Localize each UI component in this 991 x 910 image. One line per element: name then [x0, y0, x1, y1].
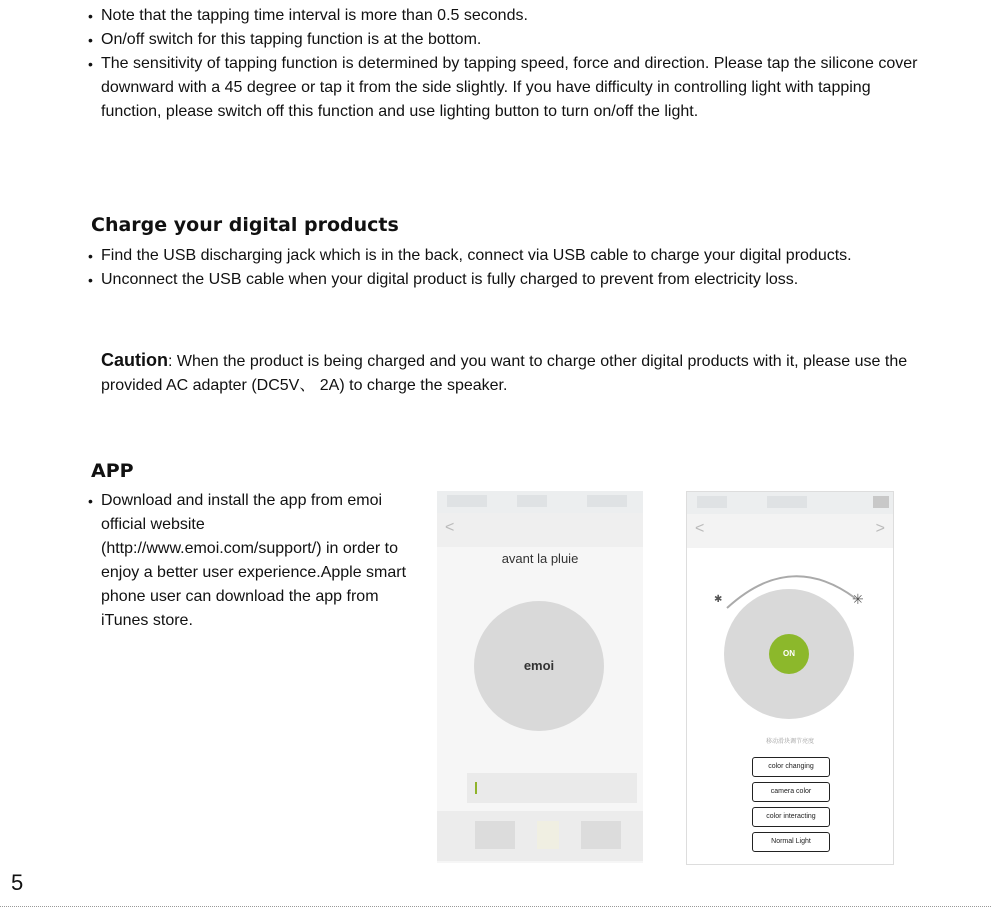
brightness-low-icon: ✱	[714, 594, 723, 605]
list-item: • The sensitivity of tapping function is determined by tapping speed, force and direction. Please tap the silicone cover downward with a 45 degree or tap it from the side slightly. If you have difficulty in controlling light with tapping function, please switch off this function and use lighting button to turn on/off the light.	[88, 52, 918, 124]
list-item: • On/off switch for this tapping function is at the bottom.	[88, 28, 918, 52]
emoi-logo: emoi	[523, 658, 555, 673]
status-bar	[687, 492, 893, 514]
on-button[interactable]: ON	[769, 634, 809, 674]
list-item: • Unconnect the USB cable when your digital product is fully charged to prevent from electricity loss.	[88, 268, 918, 292]
charge-section-title: Charge your digital products	[91, 214, 399, 236]
app-section-title: APP	[91, 460, 134, 482]
camera-color-button[interactable]: camera color	[752, 782, 830, 802]
tab-placeholder	[537, 821, 559, 849]
charge-list	[88, 244, 918, 292]
tapping-notes-list	[88, 4, 918, 124]
normal-light-button[interactable]: Normal Light	[752, 832, 830, 852]
page-number: 5	[11, 870, 24, 895]
emoi-lamp-circle	[474, 601, 604, 731]
forward-icon[interactable]: >	[875, 520, 885, 537]
status-bar	[437, 491, 643, 513]
caution-note	[101, 348, 931, 398]
footer-divider	[0, 906, 991, 907]
back-icon[interactable]: <	[695, 520, 705, 537]
list-item: • Download and install the app from emoi official website (http://www.emoi.com/support/) in order to enjoy a better user experience.Apple smart phone user can download the app from iTunes store.	[88, 489, 408, 633]
color-changing-button[interactable]: color changing	[752, 757, 830, 777]
progress-bar	[467, 773, 637, 803]
app-screenshot-player	[437, 491, 643, 863]
back-icon: <	[445, 519, 455, 536]
song-title: avant la pluie	[501, 551, 579, 566]
caution-label: Caution	[101, 350, 168, 370]
tab-bar	[437, 811, 643, 861]
app-list	[88, 489, 408, 633]
app-screenshot-light-control	[686, 491, 894, 865]
nav-bar	[437, 513, 643, 547]
tab-placeholder	[475, 821, 515, 849]
color-interacting-button[interactable]: color interacting	[752, 807, 830, 827]
brightness-hint: 移动滑块调节亮度	[765, 739, 814, 745]
tab-placeholder	[581, 821, 621, 849]
caution-text: : When the product is being charged and you want to charge other digital products with it, please use the provided AC adapter (DC5V、 2A) to charge the speaker.	[101, 353, 908, 394]
lamp-control-circle	[724, 589, 854, 719]
list-item: • Find the USB discharging jack which is in the back, connect via USB cable to charge your digital products.	[88, 244, 918, 268]
progress-marker	[475, 782, 477, 794]
nav-bar	[687, 514, 893, 548]
brightness-high-icon: ✳	[852, 591, 864, 607]
list-item: • Note that the tapping time interval is more than 0.5 seconds.	[88, 4, 918, 28]
